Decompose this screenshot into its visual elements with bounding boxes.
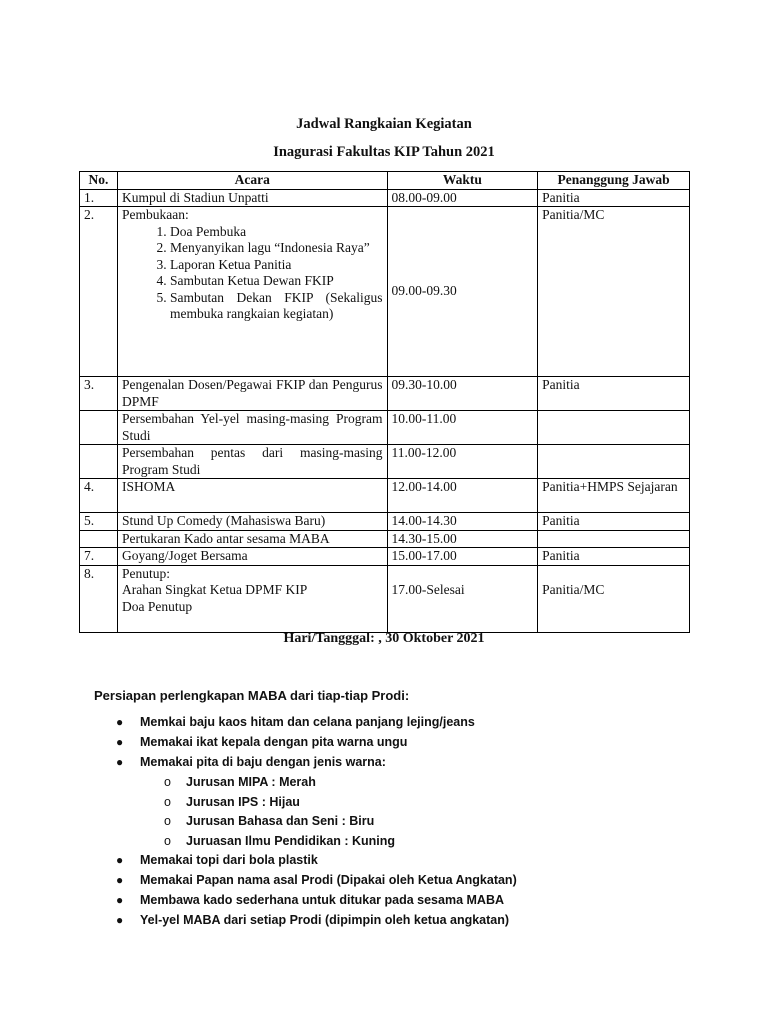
cell-acara: Pertukaran Kado antar sesama MABA [117, 530, 387, 548]
header-waktu: Waktu [387, 172, 538, 190]
cell-acara: Persembahan pentas dari masing-masing Program Studi [117, 445, 387, 479]
cell-acara: Goyang/Joget Bersama [117, 548, 387, 566]
cell-no: 7. [80, 548, 118, 566]
list-item-text: Memakai topi dari bola plastik [140, 853, 318, 867]
circle-bullet-icon: o [164, 775, 171, 789]
cell-waktu: 08.00-09.00 [387, 189, 538, 207]
sub-list-item [94, 812, 694, 832]
table-row [80, 445, 690, 479]
cell-pj: Panitia+HMPS Sejajaran [538, 479, 690, 513]
table-row [80, 189, 690, 207]
cell-waktu: 11.00-12.00 [387, 445, 538, 479]
table-row [80, 565, 690, 632]
header-penanggung-jawab: Penanggung Jawab [538, 172, 690, 190]
cell-pj: Panitia/MC [538, 207, 690, 377]
cell-waktu: 09.30-10.00 [387, 377, 538, 411]
list-item: 3. Laporan Ketua Panitia [170, 257, 383, 274]
page-title: Jadwal Rangkaian Kegiatan [296, 116, 472, 132]
header-acara: Acara [117, 172, 387, 190]
cell-no: 8. [80, 565, 118, 632]
sub-list-item [94, 773, 694, 793]
pj-value: Panitia/MC [542, 582, 605, 597]
table-header-row [80, 172, 690, 190]
cell-acara: Stund Up Comedy (Mahasiswa Baru) [117, 513, 387, 531]
cell-waktu: 12.00-14.00 [387, 479, 538, 513]
prep-heading: Persiapan perlengkapan MABA dari tiap-tiap Prodi: [94, 688, 410, 703]
cell-pj: Panitia [538, 377, 690, 411]
acara-heading: Pembukaan: [121, 207, 189, 222]
cell-no: 2. [80, 207, 118, 377]
prep-list [94, 713, 694, 931]
cell-no [80, 530, 118, 548]
table-row [80, 513, 690, 531]
cell-acara [117, 565, 387, 632]
bullet-icon: ● [116, 715, 124, 729]
table-row [80, 530, 690, 548]
cell-no: 1. [80, 189, 118, 207]
circle-bullet-icon: o [164, 794, 171, 809]
bullet-icon: ● [116, 913, 124, 927]
circle-bullet-icon: o [164, 814, 171, 828]
list-item-text: Memakai pita di baju dengan jenis warna: [140, 755, 386, 769]
cell-acara [117, 207, 387, 377]
list-item [94, 911, 694, 931]
schedule-table [79, 171, 690, 633]
sub-list-item-text: Juruasan Ilmu Pendidikan : Kuning [186, 833, 396, 848]
list-item [94, 753, 694, 773]
list-item-text: Yel-yel MABA dari setiap Prodi (dipimpin oleh ketua angkatan) [140, 913, 510, 927]
bullet-icon: ● [116, 873, 124, 887]
sub-list-item [94, 832, 694, 852]
list-item [94, 733, 694, 753]
list-item: 4. Sambutan Ketua Dewan FKIP [170, 273, 383, 290]
cell-pj: Panitia [538, 548, 690, 566]
sub-list-item-text: Jurusan IPS : Hijau [186, 794, 300, 809]
list-item-text: Memakai Papan nama asal Prodi (Dipakai oleh Ketua Angkatan) [140, 873, 517, 887]
cell-pj [538, 530, 690, 548]
table-row [80, 207, 690, 377]
cell-acara: Pengenalan Dosen/Pegawai FKIP dan Pengurus DPMF [117, 377, 387, 411]
table-row [80, 548, 690, 566]
cell-pj [538, 565, 690, 632]
cell-waktu: 15.00-17.00 [387, 548, 538, 566]
list-item [94, 891, 694, 911]
cell-waktu: 10.00-11.00 [387, 411, 538, 445]
bullet-icon: ● [116, 893, 124, 907]
acara-line: Doa Penutup [121, 598, 193, 614]
list-item: 1. Doa Pembuka [170, 224, 383, 241]
cell-no: 4. [80, 479, 118, 513]
cell-acara: Kumpul di Stadiun Unpatti [117, 189, 387, 207]
sub-list-item-text: Jurusan MIPA : Merah [186, 775, 316, 789]
circle-bullet-icon: o [164, 833, 171, 848]
acara-line: Arahan Singkat Ketua DPMF KIP [121, 582, 308, 597]
opening-sub-list [146, 224, 383, 323]
bullet-icon: ● [116, 853, 124, 867]
acara-line: Penutup: [121, 565, 170, 581]
list-item [94, 851, 694, 871]
table-row [80, 479, 690, 513]
cell-pj: Panitia [538, 513, 690, 531]
sub-list-item [94, 793, 694, 813]
list-item-text: Memakai ikat kepala dengan pita warna ungu [140, 735, 408, 749]
table-row [80, 411, 690, 445]
cell-waktu [387, 565, 538, 632]
cell-no: 5. [80, 513, 118, 531]
sub-list-item-text: Jurusan Bahasa dan Seni : Biru [186, 814, 375, 828]
list-item-text: Memkai baju kaos hitam dan celana panjang lejing/jeans [140, 715, 475, 729]
cell-pj [538, 445, 690, 479]
waktu-value: 17.00-Selesai [391, 582, 465, 597]
cell-no [80, 411, 118, 445]
cell-no: 3. [80, 377, 118, 411]
page-subtitle: Inagurasi Fakultas KIP Tahun 2021 [273, 144, 495, 160]
table-row [80, 377, 690, 411]
list-item [94, 713, 694, 733]
cell-waktu: 09.00-09.30 [387, 207, 538, 377]
cell-pj [538, 411, 690, 445]
cell-pj: Panitia [538, 189, 690, 207]
bullet-icon: ● [116, 755, 124, 769]
list-item [94, 871, 694, 891]
cell-acara: Persembahan Yel-yel masing-masing Program Studi [117, 411, 387, 445]
cell-waktu: 14.30-15.00 [387, 530, 538, 548]
bullet-icon: ● [116, 735, 124, 749]
cell-acara: ISHOMA [117, 479, 387, 513]
list-item-text: Membawa kado sederhana untuk ditukar pada sesama MABA [140, 893, 504, 907]
list-item: 2. Menyanyikan lagu “Indonesia Raya” [170, 240, 383, 257]
list-item: 5. Sambutan Dekan FKIP (Sekaligus membuka rangkaian kegiatan) [170, 290, 383, 323]
event-date: Hari/Tangggal: , 30 Oktober 2021 [283, 631, 485, 646]
header-no: No. [80, 172, 118, 190]
cell-no [80, 445, 118, 479]
cell-waktu: 14.00-14.30 [387, 513, 538, 531]
